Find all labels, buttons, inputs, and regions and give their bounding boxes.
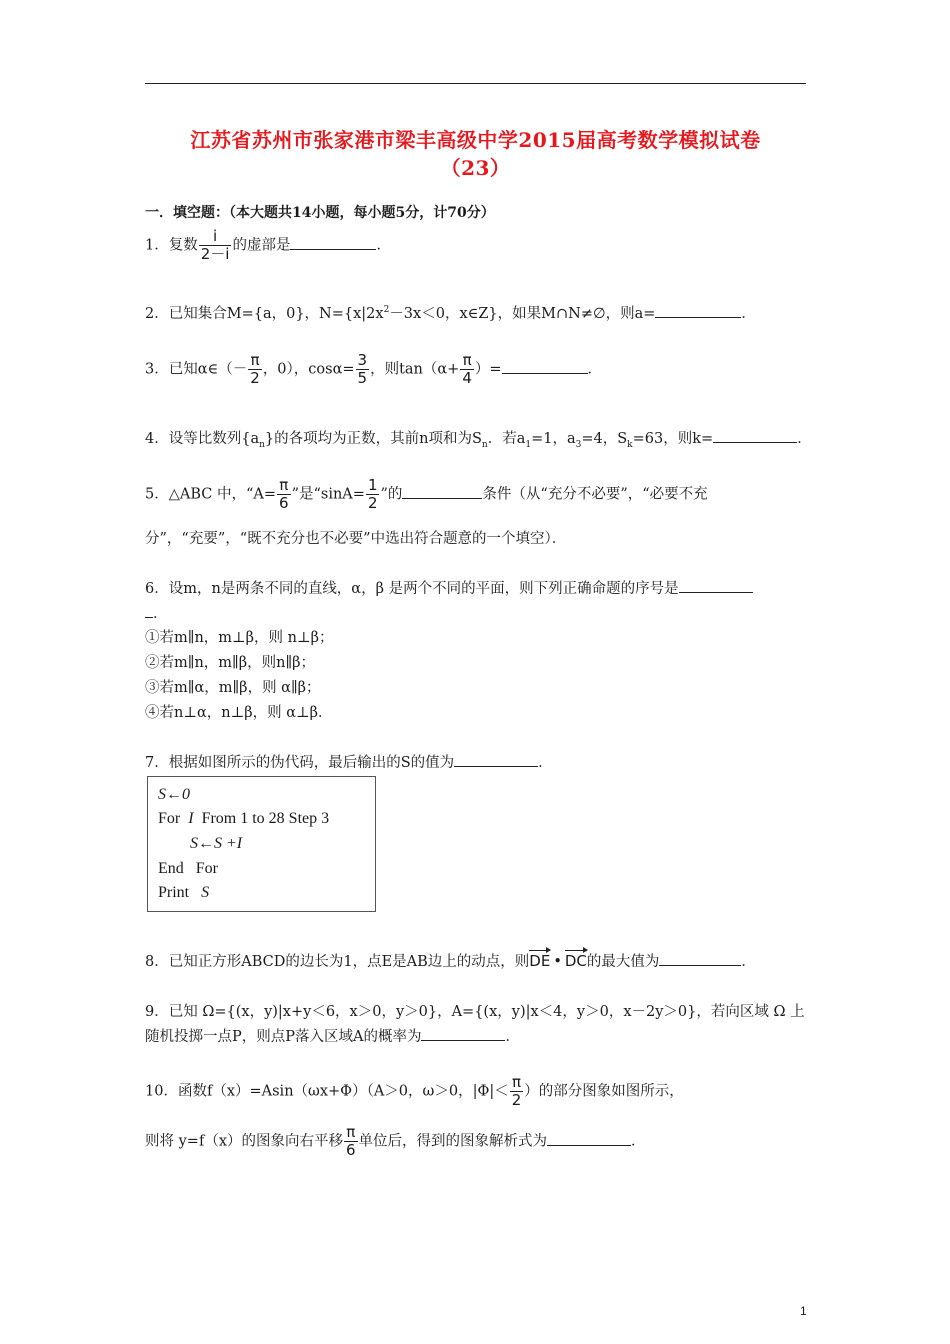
- question-5: 5．△ABC 中，“A= $\frac{\pi}{6}$ ”是“sinA= $\frac{1}{2}$ ”的 条件（从“充分不必要”，“必要不充: [145, 476, 708, 512]
- answer-blank: [421, 1026, 505, 1041]
- page-number: 1: [800, 1304, 807, 1318]
- option-1: ①若m∥n，m⊥β，则 n⊥β；: [145, 630, 334, 646]
- code-line-1: S←0: [158, 786, 190, 803]
- answer-blank: [402, 484, 482, 499]
- question-10-line2: 则将 y=f（x）的图象向右平移 $\frac{\pi}{6}$ 单位后，得到的图象解析式为 ．: [145, 1123, 646, 1159]
- header-rule: [145, 83, 806, 84]
- exam-title-line2: （23）: [440, 156, 511, 180]
- question-8: 8．已知正方形ABCD的边长为1，点E是AB边上的动点，则DE • DC的最大值为 ．: [145, 952, 756, 970]
- question-7: 7．根据如图所示的伪代码，最后输出的S的值为 ．: [145, 751, 815, 772]
- question-9: 9．已知 Ω={(x，y)|x+y＜6，x＞0，y＞0}，A={(x，y)|x＜4，y＞0，x－2y＞0}，若向区域 Ω 上: [145, 1004, 805, 1020]
- question-3: 3．已知α∈（－ $\frac{\pi}{2}$ ，0），cosα= $\frac{3}{5}$ ，则tan（α+ $\frac{\pi}{4}$ ）= ．: [145, 351, 603, 387]
- answer-blank: [454, 752, 538, 767]
- vector-dc: DC: [564, 952, 587, 970]
- answer-blank: [713, 428, 797, 443]
- fraction: $\frac{i}{2-i}$: [200, 227, 230, 263]
- vector-de: DE: [529, 952, 551, 970]
- answer-blank: [679, 578, 753, 593]
- code-line-3: S←S +I: [190, 835, 243, 852]
- question-4: 4．设等比数列$\{a_n\}$的各项均为正数，其前n项和为$S_n$．若$a_1=1$，$a_3=4$，$S_k=63$，则k= ．: [145, 427, 815, 450]
- option-3: ③若m∥α，m∥β，则 α∥β；: [145, 680, 321, 696]
- question-10: 10．函数f（x）=Asin（ωx+Φ）（A＞0，ω＞0，|Φ|＜ $\frac{\pi}{2}$ ）的部分图象如图所示，: [145, 1073, 684, 1109]
- code-line-5: Print S: [158, 884, 210, 901]
- answer-blank: [290, 235, 376, 250]
- question-6: 6．设m，n是两条不同的直线，α，β 是两个不同的平面，则下列正确命题的序号是: [145, 577, 815, 598]
- question-2: 2．已知集合M={a，0}，$N=\{x|2x^2-3x<0$，x∈Z}，如果M∩N≠∅，则a= ．: [145, 302, 815, 323]
- question-1: 1．复数 $\frac{i}{2-i}$ 的虚部是 ．: [145, 227, 391, 263]
- option-4: ④若n⊥α，n⊥β，则 α⊥β．: [145, 705, 333, 721]
- option-2: ②若m∥n，m∥β，则n∥β；: [145, 655, 316, 671]
- answer-blank: [547, 1131, 631, 1146]
- exam-title-line1: 江苏省苏州市张家港市梁丰高级中学2015届高考数学模拟试卷: [190, 128, 761, 152]
- answer-blank: [655, 303, 741, 318]
- question-9-line2: 随机投掷一点P，则点P落入区域A的概率为 ．: [145, 1025, 815, 1046]
- section-heading: 一．填空题：（本大题共14小题，每小题5分，计70分）: [145, 205, 495, 221]
- answer-blank: [659, 951, 741, 966]
- question-6-cont: ．: [145, 602, 815, 623]
- question-5-line2: 分”，“充要”，“既不充分也不必要”中选出符合题意的一个填空）．: [145, 531, 567, 547]
- answer-blank: [502, 359, 588, 374]
- code-line-4: End For: [158, 860, 219, 877]
- code-line-2: For I From 1 to 28 Step 3: [158, 810, 330, 827]
